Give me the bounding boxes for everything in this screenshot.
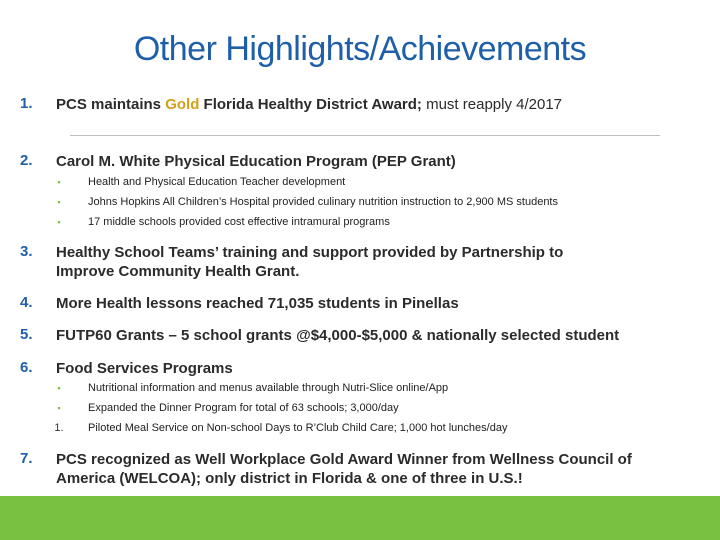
sub-item-text: Health and Physical Education Teacher development [88,176,346,188]
item-text-post: Florida Healthy District Award; [199,96,422,113]
item-text [56,450,696,488]
item-text [56,95,696,114]
item-text: More Health lessons reached 71,035 students in Pinellas [56,295,459,312]
item-number: 1. [20,95,33,112]
item-text [56,243,696,281]
item-number: 3. [20,243,33,260]
item-number: 6. [20,359,33,376]
slide-title: Other Highlights/Achievements [133,30,587,68]
sub-item-text: 17 middle schools provided cost effective intramural programs [88,216,390,228]
bullet-icon: ▪ [57,403,61,413]
bullet-icon: ▪ [57,383,61,393]
sub-item-text: Nutritional information and menus available through Nutri-Slice online/App [88,382,449,394]
gold-word: Gold [165,96,200,113]
footer-bar [0,496,720,540]
sub-item-text: Johns Hopkins All Children’s Hospital provided culinary nutrition instruction to 2,900 MS students [88,196,558,208]
number-marker: 1. [54,422,64,434]
item-text: FUTP60 Grants – 5 school grants @$4,000-$5,000 & nationally selected student [56,327,620,344]
item-text-pre: PCS maintains [56,96,166,113]
item-text-line2: Improve Community Health Grant. [56,263,300,280]
item-text: Food Services Programs [56,360,233,377]
divider-line [70,135,660,136]
item-text-line1: PCS recognized as Well Workplace Gold Award Winner from Wellness Council of [56,451,632,468]
bullet-icon: ▪ [57,177,61,187]
item-number: 7. [20,450,33,467]
item-number: 5. [20,326,33,343]
bullet-icon: ▪ [57,197,61,207]
item-text: Carol M. White Physical Education Program (PEP Grant) [56,153,456,170]
item-text-line1: Healthy School Teams’ training and support provided by Partnership to [56,244,564,261]
item-text-line2: America (WELCOA); only district in Florida & one of three in U.S.! [56,470,523,487]
item-number: 4. [20,294,33,311]
item-text-light: must reapply 4/2017 [421,96,563,113]
sub-item-text: Piloted Meal Service on Non-school Days to R’Club Child Care; 1,000 hot lunches/day [88,422,508,434]
item-number: 2. [20,152,33,169]
bullet-icon: ▪ [57,217,61,227]
sub-item-text: Expanded the Dinner Program for total of 63 schools; 3,000/day [88,402,399,414]
